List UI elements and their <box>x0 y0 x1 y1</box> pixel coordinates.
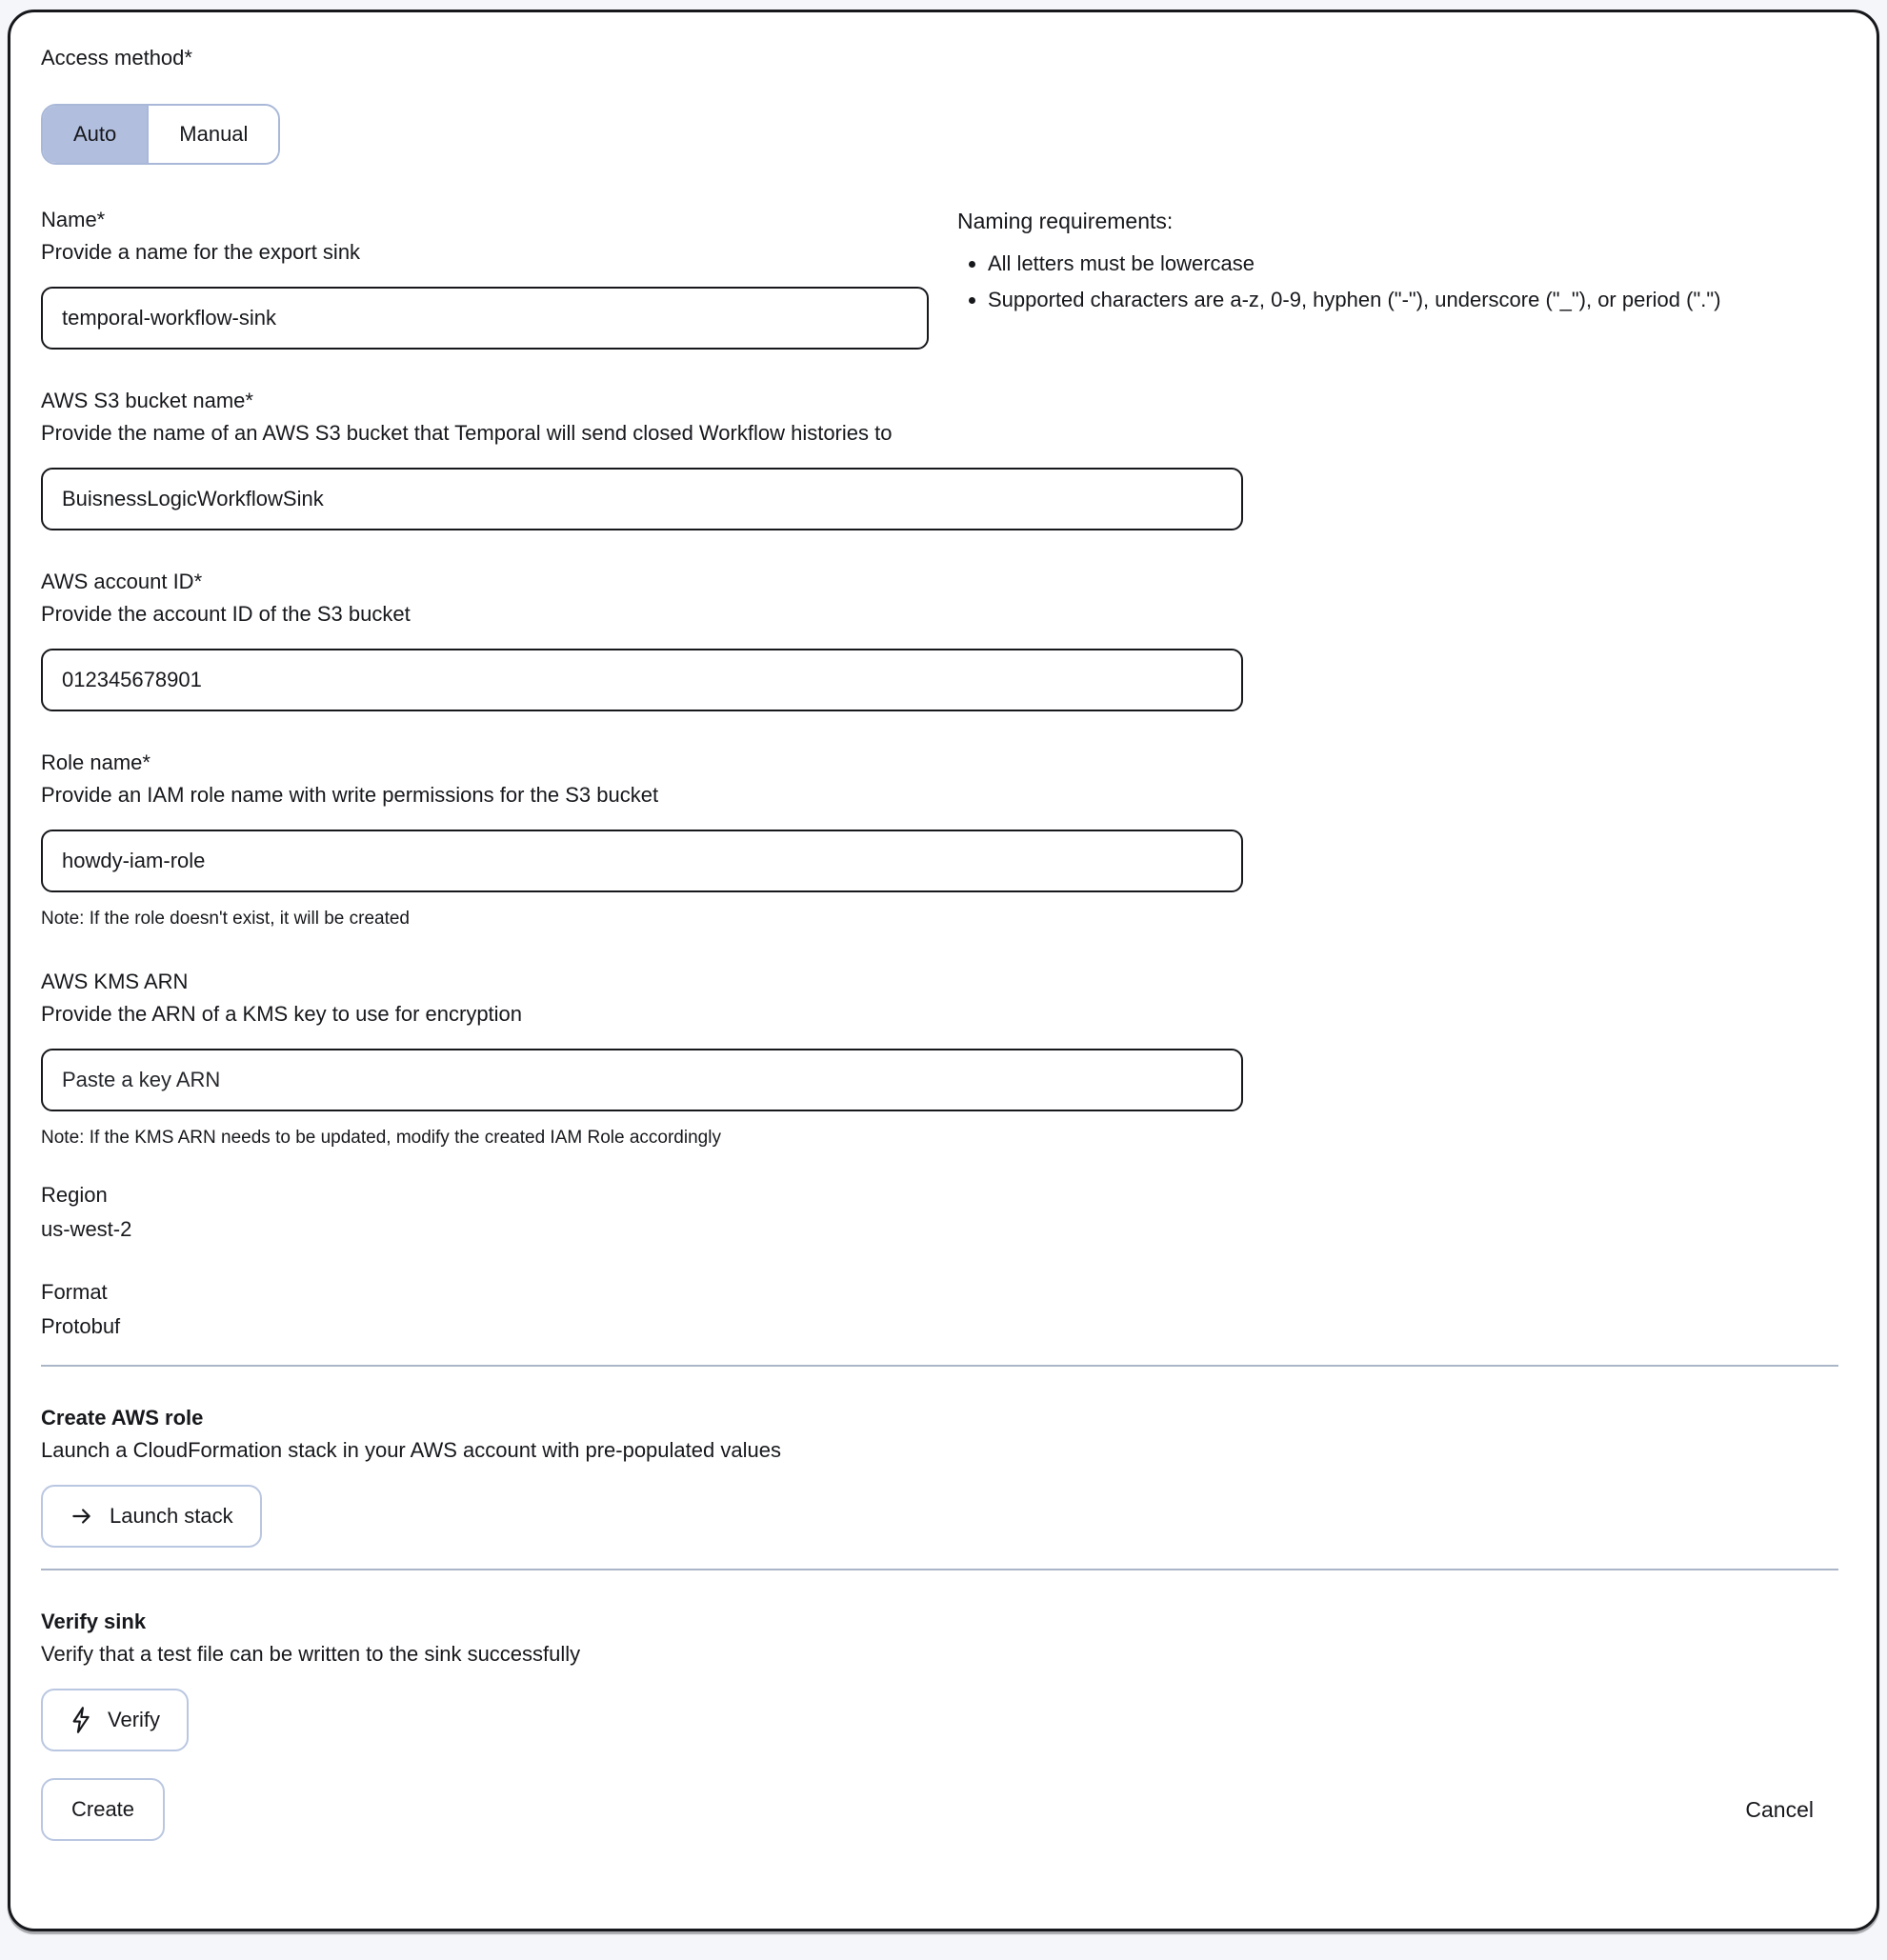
create-aws-role-description: Launch a CloudFormation stack in your AWS account with pre-populated values <box>41 1438 781 1462</box>
name-description: Provide a name for the export sink <box>41 240 361 264</box>
role-name-label: Role name* <box>41 750 151 774</box>
kms-arn-field-group <box>41 969 1838 1150</box>
kms-arn-label: AWS KMS ARN <box>41 970 189 993</box>
s3-bucket-input[interactable] <box>41 468 1243 530</box>
role-name-input[interactable] <box>41 830 1243 892</box>
verify-sink-section <box>41 1609 1838 1751</box>
create-aws-role-section <box>41 1405 1838 1548</box>
form-footer <box>41 1778 1838 1841</box>
kms-arn-note: Note: If the KMS ARN needs to be updated, modify the created IAM Role accordingly <box>41 1128 721 1148</box>
name-and-requirements-row <box>41 207 1838 350</box>
role-name-field-group <box>41 750 1838 930</box>
name-field-group <box>41 207 929 350</box>
access-method-option-manual[interactable]: Manual <box>147 106 278 163</box>
naming-requirements <box>957 207 1721 350</box>
create-aws-role-title: Create AWS role <box>41 1406 204 1430</box>
cancel-link[interactable]: Cancel <box>1745 1796 1814 1822</box>
s3-bucket-field-group <box>41 388 1838 530</box>
launch-stack-button[interactable] <box>41 1485 262 1548</box>
launch-stack-button-label: Launch stack <box>110 1504 233 1528</box>
section-divider <box>41 1365 1838 1367</box>
export-sink-form-card <box>8 10 1879 1931</box>
s3-bucket-label: AWS S3 bucket name* <box>41 389 253 412</box>
naming-requirement-item: • All letters must be lowercase <box>988 249 1721 279</box>
account-id-field-group <box>41 569 1838 711</box>
section-divider <box>41 1569 1838 1570</box>
account-id-label: AWS account ID* <box>41 570 203 593</box>
region-value: us-west-2 <box>41 1217 132 1241</box>
naming-requirements-list <box>957 249 1721 315</box>
account-id-input[interactable] <box>41 649 1243 711</box>
verify-sink-title: Verify sink <box>41 1610 147 1633</box>
verify-button-label: Verify <box>108 1708 161 1731</box>
access-method-toggle <box>41 104 280 165</box>
lightning-bolt-icon <box>70 1707 92 1733</box>
account-id-description: Provide the account ID of the S3 bucket <box>41 602 411 626</box>
access-method-option-auto[interactable]: Auto <box>43 106 147 163</box>
region-block <box>41 1182 1838 1243</box>
role-name-description: Provide an IAM role name with write permissions for the S3 bucket <box>41 783 659 807</box>
arrow-right-icon <box>70 1504 94 1529</box>
verify-button[interactable] <box>41 1689 189 1751</box>
format-block <box>41 1279 1838 1340</box>
kms-arn-input[interactable] <box>41 1049 1243 1111</box>
name-label: Name* <box>41 208 106 231</box>
verify-sink-description: Verify that a test file can be written to the sink successfully <box>41 1642 581 1666</box>
format-label: Format <box>41 1280 108 1304</box>
access-method-label: Access method* <box>41 46 192 70</box>
kms-arn-description: Provide the ARN of a KMS key to use for encryption <box>41 1002 523 1026</box>
naming-requirement-item: • Supported characters are a-z, 0-9, hyphen ("-"), underscore ("_"), or period (".") <box>988 285 1721 315</box>
region-label: Region <box>41 1183 108 1207</box>
create-button[interactable]: Create <box>41 1778 165 1841</box>
s3-bucket-description: Provide the name of an AWS S3 bucket that Temporal will send closed Workflow histories to <box>41 421 893 445</box>
role-name-note: Note: If the role doesn't exist, it will be created <box>41 909 410 929</box>
format-value: Protobuf <box>41 1314 121 1338</box>
naming-requirements-title: Naming requirements: <box>957 209 1174 233</box>
name-input[interactable] <box>41 287 929 350</box>
